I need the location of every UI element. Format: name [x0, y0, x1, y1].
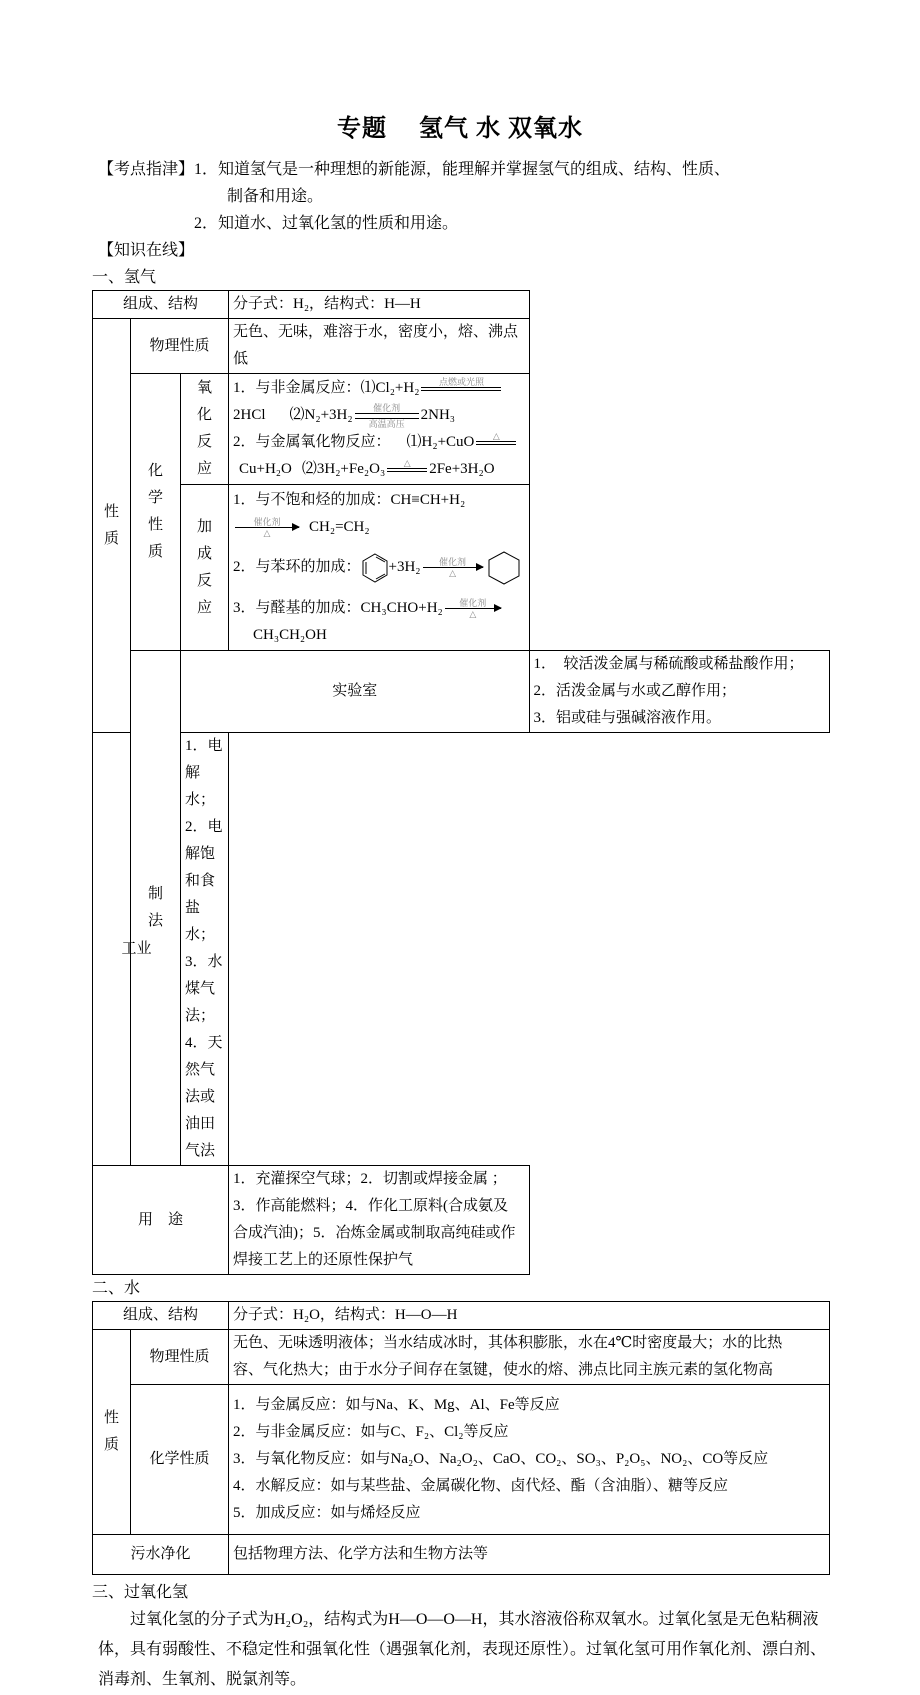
products: CH₂=CH₂	[309, 518, 370, 535]
reactants: +3H₂	[388, 559, 421, 575]
condition: 点燃或光照	[438, 376, 484, 387]
cell-value: 无色、无味，难溶于水，密度小，熔、沸点低	[229, 319, 530, 374]
arrow-icon	[445, 598, 501, 619]
cell-value: 1．充灌探空气球；2．切割或焊接金属 ；3．作高能燃料；4．作化工原料(合成氨及	[233, 1171, 508, 1214]
cell-label: 化学性质	[148, 463, 164, 560]
condition: △	[469, 608, 477, 619]
cell-value: 包括物理方法、化学方法和生物方法等	[229, 1535, 830, 1575]
cell-value: 无色、无味透明液体；当水结成冰时，其体积膨胀，水在4℃时密度最大；水的比热	[233, 1335, 783, 1351]
products: CH₃CH₂OH	[253, 626, 327, 643]
reaction-line	[233, 541, 525, 595]
cell-label: 用 途	[93, 1166, 229, 1275]
list-item: 4．水解反应：如与某些盐、金属碳化物、卤代烃、酯（含油脂）、糖等反应	[233, 1478, 729, 1494]
guide-item-1: 1．知道氢气是一种理想的新能源，能理解并掌握氢气的组成、结构、性质、	[194, 161, 731, 178]
condition: 催化剂	[439, 557, 467, 567]
reactants: ⑵3H₂+Fe₂O₃	[301, 461, 386, 477]
products: 2NH₃	[420, 407, 456, 423]
guide-label: 【考点指津】	[98, 161, 195, 178]
cell-label: 性质	[104, 503, 120, 547]
condition: △	[263, 527, 271, 538]
condition: △	[449, 568, 456, 578]
benzene-ring-icon	[361, 552, 389, 584]
products: 2Fe+3H₂O	[429, 461, 495, 477]
reaction-prefix: 1．与不饱和烃的加成：	[233, 491, 391, 508]
guide-body	[194, 156, 830, 237]
reactants: ⑴H₂+CuO	[406, 434, 475, 450]
cell-label: 组成、结构	[93, 291, 229, 319]
reaction-prefix: 2．与苯环的加成：	[233, 559, 361, 575]
cell-label: 实验室	[181, 651, 530, 733]
condition: △	[492, 430, 500, 441]
peroxide-paragraph: 过氧化氢的分子式为H₂O₂，结构式为H—O—O—H，其水溶液俗称双氧水。过氧化氢是无色粘稠液体，具有弱酸性、不稳定性和强氧化性（遇强氧化剂，表现还原性）。过氧化氢可用作氧化剂、漂白剂、消毒剂、生氧剂、脱氯剂等。	[98, 1611, 827, 1688]
products: 2HCl	[233, 407, 266, 423]
cell-label: 化学性质	[131, 1385, 229, 1535]
equals-sign	[387, 458, 427, 482]
reaction-prefix: 2．与金属氧化物反应：	[233, 434, 391, 450]
reactants: CH≡CH+H₂	[390, 491, 466, 508]
reactants: ⑴Cl₂+H₂	[360, 380, 420, 396]
page-title: 专题 氢气 水 双氧水	[337, 116, 583, 142]
cell-label: 物理性质	[131, 1330, 229, 1385]
cell-value: 1． 较活泼金属与稀硫酸或稀盐酸作用；2．活泼金属与水或乙醇作用；	[533, 656, 804, 699]
cell-label: 制法	[148, 886, 164, 929]
guide-item-2: 2．知道水、过氧化氢的性质和用途。	[194, 215, 459, 232]
section-heading-hydrogen: 一、氢气	[92, 269, 157, 286]
reversible-arrow-icon	[355, 403, 419, 429]
addition-reactions	[229, 485, 530, 651]
cell-label: 氧化反应	[197, 380, 213, 477]
reactants: ⑵N₂+3H₂	[289, 407, 353, 423]
cell-label: 工业	[93, 733, 181, 1166]
cell-label: 污水净化	[93, 1535, 229, 1575]
cell-value: 分子式：H₂，结构式：H—H	[229, 291, 530, 319]
list-item: 3．与氧化物反应：如与Na₂O、Na₂O₂、CaO、CO₂、SO₃、P₂O₅、NO₂、CO等反应	[233, 1451, 769, 1467]
reaction-line	[233, 429, 525, 483]
document-content	[92, 156, 830, 1695]
cell-value: 容、气化热大；由于水分子间存在氢键，使水的熔、沸点比同主族元素的氢化物高	[233, 1362, 774, 1378]
cyclohexane-ring-icon	[487, 550, 521, 586]
condition: 高温高压	[368, 418, 405, 429]
section-heading-water: 二、水	[92, 1280, 141, 1297]
equals-sign	[421, 377, 501, 401]
cell-label: 组成、结构	[93, 1302, 229, 1330]
hydrogen-table	[92, 290, 830, 1275]
cell-value: 3．铝或硅与强碱溶液作用。	[533, 710, 722, 726]
oxidation-reactions	[229, 374, 530, 485]
cell-label: 性质	[104, 1410, 120, 1453]
reaction-line	[233, 595, 525, 649]
water-table	[92, 1301, 830, 1575]
reaction-prefix: 1．与非金属反应：	[233, 380, 361, 396]
reaction-prefix: 3．与醛基的加成：	[233, 599, 361, 616]
condition: 催化剂	[459, 597, 487, 608]
equals-sign	[476, 431, 516, 455]
cell-value: 分子式：H₂O，结构式：H—O—H	[229, 1302, 830, 1330]
reaction-line	[233, 487, 525, 541]
reactants: CH₃CHO+H₂	[360, 599, 443, 616]
section-heading-peroxide: 三、过氧化氢	[92, 1584, 189, 1601]
cell-value: 合成汽油)；5．冶炼金属或制取高纯硅或作焊接工艺上的还原性保护气	[233, 1225, 516, 1268]
guide-block	[92, 156, 830, 237]
products: Cu+H₂O	[239, 461, 292, 477]
list-item: 2．与非金属反应：如与C、F₂、Cl₂等反应	[233, 1424, 509, 1440]
cell-value: 1．电解水；2．电解饱和食盐水；3．水煤气法；4．天然气法或油田气法	[181, 733, 229, 1166]
cell-label: 物理性质	[131, 319, 229, 374]
condition: △	[403, 457, 411, 468]
guide-item-1-cont: 制备和用途。	[227, 188, 324, 205]
cell-label: 加成反应	[197, 518, 213, 616]
arrow-icon	[423, 557, 483, 578]
reaction-line	[233, 375, 525, 429]
list-item: 5．加成反应：如与烯烃反应	[233, 1505, 421, 1521]
list-item: 1．与金属反应：如与Na、K、Mg、Al、Fe等反应	[233, 1397, 560, 1413]
condition: 催化剂	[253, 516, 281, 527]
condition: 催化剂	[373, 402, 401, 413]
knowledge-label: 【知识在线】	[98, 242, 195, 259]
arrow-icon	[235, 517, 299, 538]
